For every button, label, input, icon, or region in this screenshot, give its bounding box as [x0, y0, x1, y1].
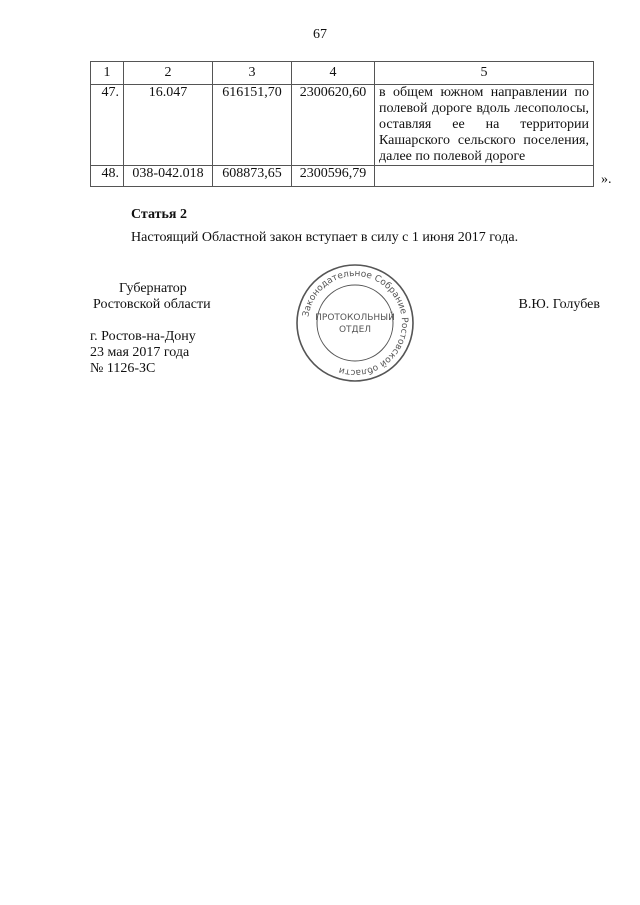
header-cell-2: 2	[124, 62, 213, 85]
coordinate-x: 616151,70	[213, 85, 292, 166]
signatory-name: В.Ю. Голубев	[518, 297, 600, 312]
boundary-description	[375, 166, 594, 187]
closing-quote: ».	[601, 172, 612, 187]
header-cell-4: 4	[292, 62, 375, 85]
header-cell-5: 5	[375, 62, 594, 85]
header-cell-1: 1	[91, 62, 124, 85]
signatory-title-line-2: Ростовской области	[93, 297, 211, 312]
seal-outer-ring	[297, 265, 413, 381]
coordinate-y: 2300620,60	[292, 85, 375, 166]
header-cell-3: 3	[213, 62, 292, 85]
coordinates-table	[90, 61, 594, 187]
table-header-row	[91, 62, 594, 85]
table-row	[91, 166, 594, 187]
point-code: 16.047	[124, 85, 213, 166]
coordinate-x: 608873,65	[213, 166, 292, 187]
date-line: 23 мая 2017 года	[90, 345, 190, 360]
seal-inner-ring	[317, 285, 393, 361]
table-row	[91, 85, 594, 166]
row-number: 48.	[91, 166, 124, 187]
boundary-description: в общем южном направлении по полевой дороге вдоль лесополосы, оставляя ее на территории Кашарского сельского поселения, далее по полевой дороге	[375, 85, 594, 166]
article-title: Статья 2	[131, 207, 187, 222]
city-line: г. Ростов-на-Дону	[90, 329, 196, 344]
official-seal-stamp	[295, 263, 415, 383]
row-number: 47.	[91, 85, 124, 166]
law-number-line: № 1126-ЗС	[90, 361, 156, 376]
signatory-title-line-1: Губернатор	[119, 281, 187, 296]
point-code: 038-042.018	[124, 166, 213, 187]
coordinate-y: 2300596,79	[292, 166, 375, 187]
seal-center-line-1: ПРОТОКОЛЬНЫЙ	[315, 313, 395, 323]
page-number: 67	[313, 27, 327, 42]
seal-ring-text: Законодательное Собрание Ростовской области	[301, 268, 410, 378]
seal-center-line-2: ОТДЕЛ	[338, 325, 372, 335]
article-text: Настоящий Областной закон вступает в силу с 1 июня 2017 года.	[131, 230, 519, 245]
